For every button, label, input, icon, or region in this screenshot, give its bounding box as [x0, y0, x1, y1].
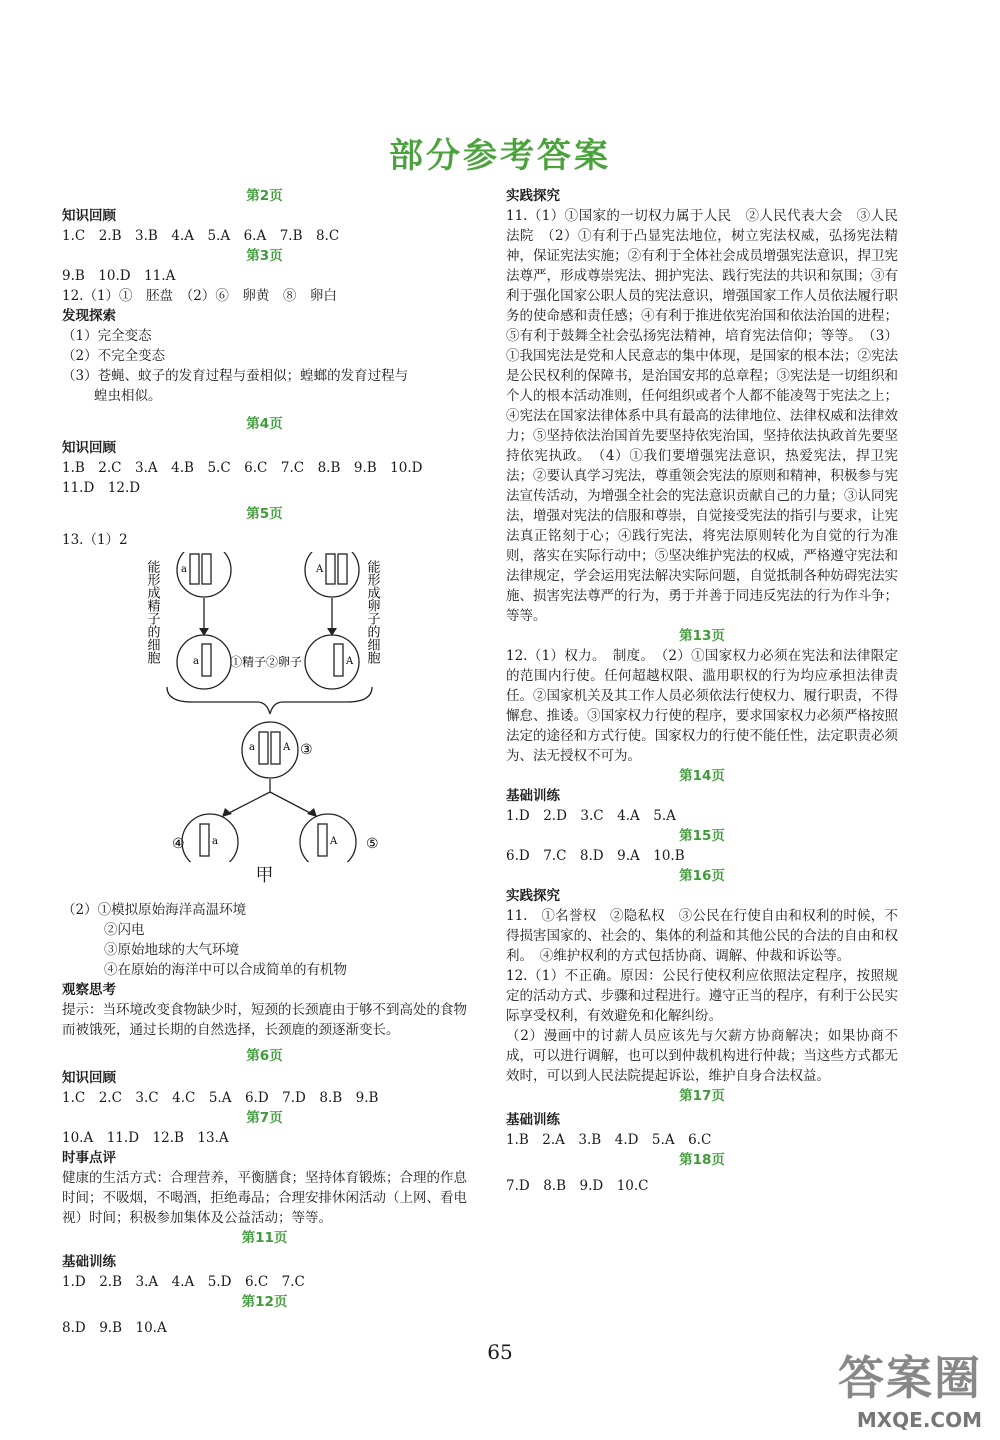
watermark-logo — [838, 1342, 982, 1432]
answer-line: 12.（1）① 胚盘 （2）⑥ 卵黄 ⑧ 卵白 — [62, 288, 337, 304]
page-title: 部分参考答案 — [389, 136, 611, 176]
gene-label: A — [330, 836, 338, 847]
gene-label: a — [249, 742, 255, 753]
mid-label: ①精子②卵子 — [230, 655, 303, 669]
chromosome — [202, 644, 211, 676]
left-vertical-label: 能形成精子的细胞 — [144, 560, 160, 664]
page-ref-3: 第3页 — [246, 248, 283, 264]
page-ref-18: 第18页 — [679, 1152, 725, 1168]
marker-5: ⑤ — [366, 836, 379, 852]
gene-label: a — [181, 564, 187, 575]
page-ref-14: 第14页 — [679, 768, 725, 784]
sperm-cell — [177, 635, 231, 689]
section-heading: 知识回顾 — [62, 208, 116, 224]
answer-line: 11.D 12.D — [62, 480, 141, 496]
answer-line: ③原始地球的大气环境 — [104, 942, 239, 958]
gene-label: a — [193, 656, 199, 667]
gene-label: A — [346, 656, 354, 667]
answer-line: （2）①模拟原始海洋高温环境 — [62, 902, 247, 918]
chromosome — [318, 824, 327, 856]
answer-line: 1.C 2.C 3.C 4.C 5.A 6.D 7.D 8.B 9.B — [62, 1090, 379, 1106]
chromosome — [326, 554, 335, 584]
chromosome — [271, 732, 280, 764]
answer-line: 1.B 2.C 3.A 4.B 5.C 6.C 7.C 8.B 9.B 10.D — [62, 460, 423, 476]
page-ref-11: 第11页 — [241, 1230, 288, 1246]
page-ref-6: 第6页 — [246, 1048, 283, 1064]
section-heading: 知识回顾 — [62, 440, 116, 456]
chromosome — [202, 554, 211, 584]
section-heading: 基础训练 — [506, 788, 560, 804]
section-heading: 基础训练 — [62, 1254, 116, 1270]
page-ref-7: 第7页 — [246, 1110, 283, 1126]
answer-paragraph: 健康的生活方式：合理营养，平衡膳食；坚持体育锻炼；合理的作息时间；不吸烟，不喝酒，拒绝毒品；合理安排休闲活动（上网、看电视）时间；积极参加集体及公益活动；等等。 — [62, 1170, 467, 1226]
page-ref-13: 第13页 — [679, 628, 725, 644]
answer-paragraph: 11. ①名誉权 ②隐私权 ③公民在行使自由和权利的时候，不得损害国家的、社会的、集体的利益和其他公民的合法的自由和权利。 ④维护权利的方式包括协商、调解、仲裁和诉讼等。 — [506, 908, 898, 964]
offspring-cell-a — [182, 814, 238, 862]
chromosome — [338, 554, 347, 584]
page-ref-4: 第4页 — [246, 416, 283, 432]
answer-line: 8.D 9.B 10.A — [62, 1320, 167, 1336]
answer-paragraph: （2）漫画中的讨薪人员应该先与欠薪方协商解决；如果协商不成，可以进行调解，也可以到仲裁机构进行仲裁；当这些方式都无效时，可以到人民法院提起诉讼，维护自身合法权益。 — [506, 1028, 898, 1084]
section-heading: 实践探究 — [506, 888, 560, 904]
answer-paragraph: 12.（1）不正确。原因：公民行使权利应依照法定程序，按照规定的活动方式、步骤和过程进行。遵守正当的程序，有利于公民实际享受权利，有效避免和化解纠纷。 — [506, 968, 898, 1024]
page-number: 65 — [487, 1340, 513, 1364]
page-ref-12: 第12页 — [241, 1294, 288, 1310]
answer-line: （2）不完全变态 — [62, 348, 166, 364]
reproduction-diagram — [62, 552, 467, 862]
section-heading: 知识回顾 — [62, 1070, 116, 1086]
chromosome — [190, 554, 199, 584]
gene-label: A — [316, 564, 324, 575]
answer-paragraph: 提示：当环境改变食物缺少时，短颈的长颈鹿由于够不到高处的食物而被饿死，通过长期的自然选择，长颈鹿的颈逐渐变长。 — [62, 1002, 467, 1038]
answer-line: 9.B 10.D 11.A — [62, 268, 176, 284]
right-column — [506, 186, 898, 1196]
page-ref-15: 第15页 — [679, 828, 725, 844]
page-ref-5: 第5页 — [246, 506, 283, 522]
answer-line: 10.A 11.D 12.B 13.A — [62, 1130, 229, 1146]
answer-paragraph: 11.（1）①国家的一切权力属于人民 ②人民代表大会 ③人民法院 （2）①有利于凸显宪法地位，树立宪法权威，弘扬宪法精神，保证宪法实施；②有利于全体社会成员增强宪法意识，捍卫宪法尊严，形成尊崇宪法、拥护宪法、践行宪法的共识和氛围；③有利于强化国家公职人员的宪法意识，增强国家工作人员依法履行职务的使命感和责任感；④有利于推进依宪治国和依法治国的进程；⑤有利于鼓舞全社会弘扬宪法精神，培育宪法信仰；等等。 （3）①我国宪法是党和人民意志的集中体现，是国家的根本法；②宪法是公民权利的保障书，是治国安邦的总章程；③宪法是一切组织和个人的根本活动准则，任何组织或者个人都不能凌驾于宪法之上；④宪法在国家法律体系中具有最高的法律地位、法律权威和法律效力；⑤坚持依法治国首先要坚持依宪治国，坚持依法执政首先要坚持依宪执政。 （4）①我们要增强宪法意识，热爱宪法，捍卫宪法；②要认真学习宪法，尊重领会宪法的原则和精神，积极参与宪法宣传活动，为增强全社会的宪法意识贡献自己的力量；③认同宪法，增强对宪法的信服和尊崇，自觉接受宪法的指引与要求，让宪法真正铭刻于心；④践行宪法，将宪法原则转化为自觉的行为准则，落实在实际行动中；⑤坚决维护宪法的权威，严格遵守宪法和法律规定，学会运用宪法解决实际问题，自觉抵制各种妨碍宪法实施、损害宪法尊严的行为，勇于并善于同违反宪法的行为作斗争；等等。 — [506, 208, 898, 624]
brace — [167, 687, 372, 714]
section-heading: 发现探索 — [62, 308, 116, 324]
answer-line: ④在原始的海洋中可以合成简单的有机物 — [104, 962, 347, 978]
answer-line: 13.（1）2 — [62, 532, 128, 548]
page-ref-17: 第17页 — [679, 1088, 725, 1104]
figure-label: 甲 — [255, 865, 274, 886]
diagram-svg — [62, 552, 467, 862]
page-ref-2: 第2页 — [246, 188, 283, 204]
answer-line: （3）苍蝇、蚊子的发育过程与蚕相似；蝗螂的发育过程与 — [62, 368, 409, 384]
left-column — [62, 186, 467, 1338]
chromosome — [334, 644, 343, 676]
section-heading: 时事点评 — [62, 1150, 116, 1166]
answer-line: 1.D 2.B 3.A 4.A 5.D 6.C 7.C — [62, 1274, 305, 1290]
gene-label: a — [212, 836, 218, 847]
right-vertical-label: 能形成卵子的细胞 — [364, 560, 380, 664]
watermark-text: 答案圈 — [838, 1351, 982, 1405]
marker-3: ③ — [300, 742, 313, 758]
watermark-url: MXQE.COM — [856, 1408, 982, 1432]
answer-line: 6.D 7.C 8.D 9.A 10.B — [506, 848, 685, 864]
section-heading: 观察思考 — [62, 982, 116, 998]
section-heading: 实践探究 — [506, 188, 560, 204]
chromosome — [259, 732, 268, 764]
answer-paragraph: 12.（1）权力。 制度。 （2）①国家权力必须在宪法和法律限定的范围内行使。任何超越权限、滥用职权的行为均应承担法律责任。②国家机关及其工作人员必须依法行使权力、履行职责，不得懈怠、推诿。③国家权力行使的程序，要求国家权力必须严格按照法定的途径和方式行使。国家权力的行使不能任性，法定职责必须为、法无授权不可为。 — [506, 648, 898, 764]
answer-line: 1.B 2.A 3.B 4.D 5.A 6.C — [506, 1132, 712, 1148]
answer-line: 7.D 8.B 9.D 10.C — [506, 1178, 649, 1194]
egg-mother-cell — [305, 552, 359, 597]
answer-line: 1.D 2.D 3.C 4.A 5.A — [506, 808, 676, 824]
answer-line: （1）完全变态 — [62, 328, 152, 344]
answer-line: ②闪电 — [104, 922, 145, 938]
section-heading: 基础训练 — [506, 1112, 560, 1128]
answer-line: 蝗虫相似。 — [94, 388, 162, 404]
page-ref-16: 第16页 — [679, 868, 725, 884]
offspring-cell-b — [300, 814, 356, 862]
chromosome — [200, 824, 209, 856]
gene-label: A — [283, 742, 291, 753]
marker-4: ④ — [172, 836, 185, 852]
answer-line: 1.C 2.B 3.B 4.A 5.A 6.A 7.B 8.C — [62, 228, 340, 244]
